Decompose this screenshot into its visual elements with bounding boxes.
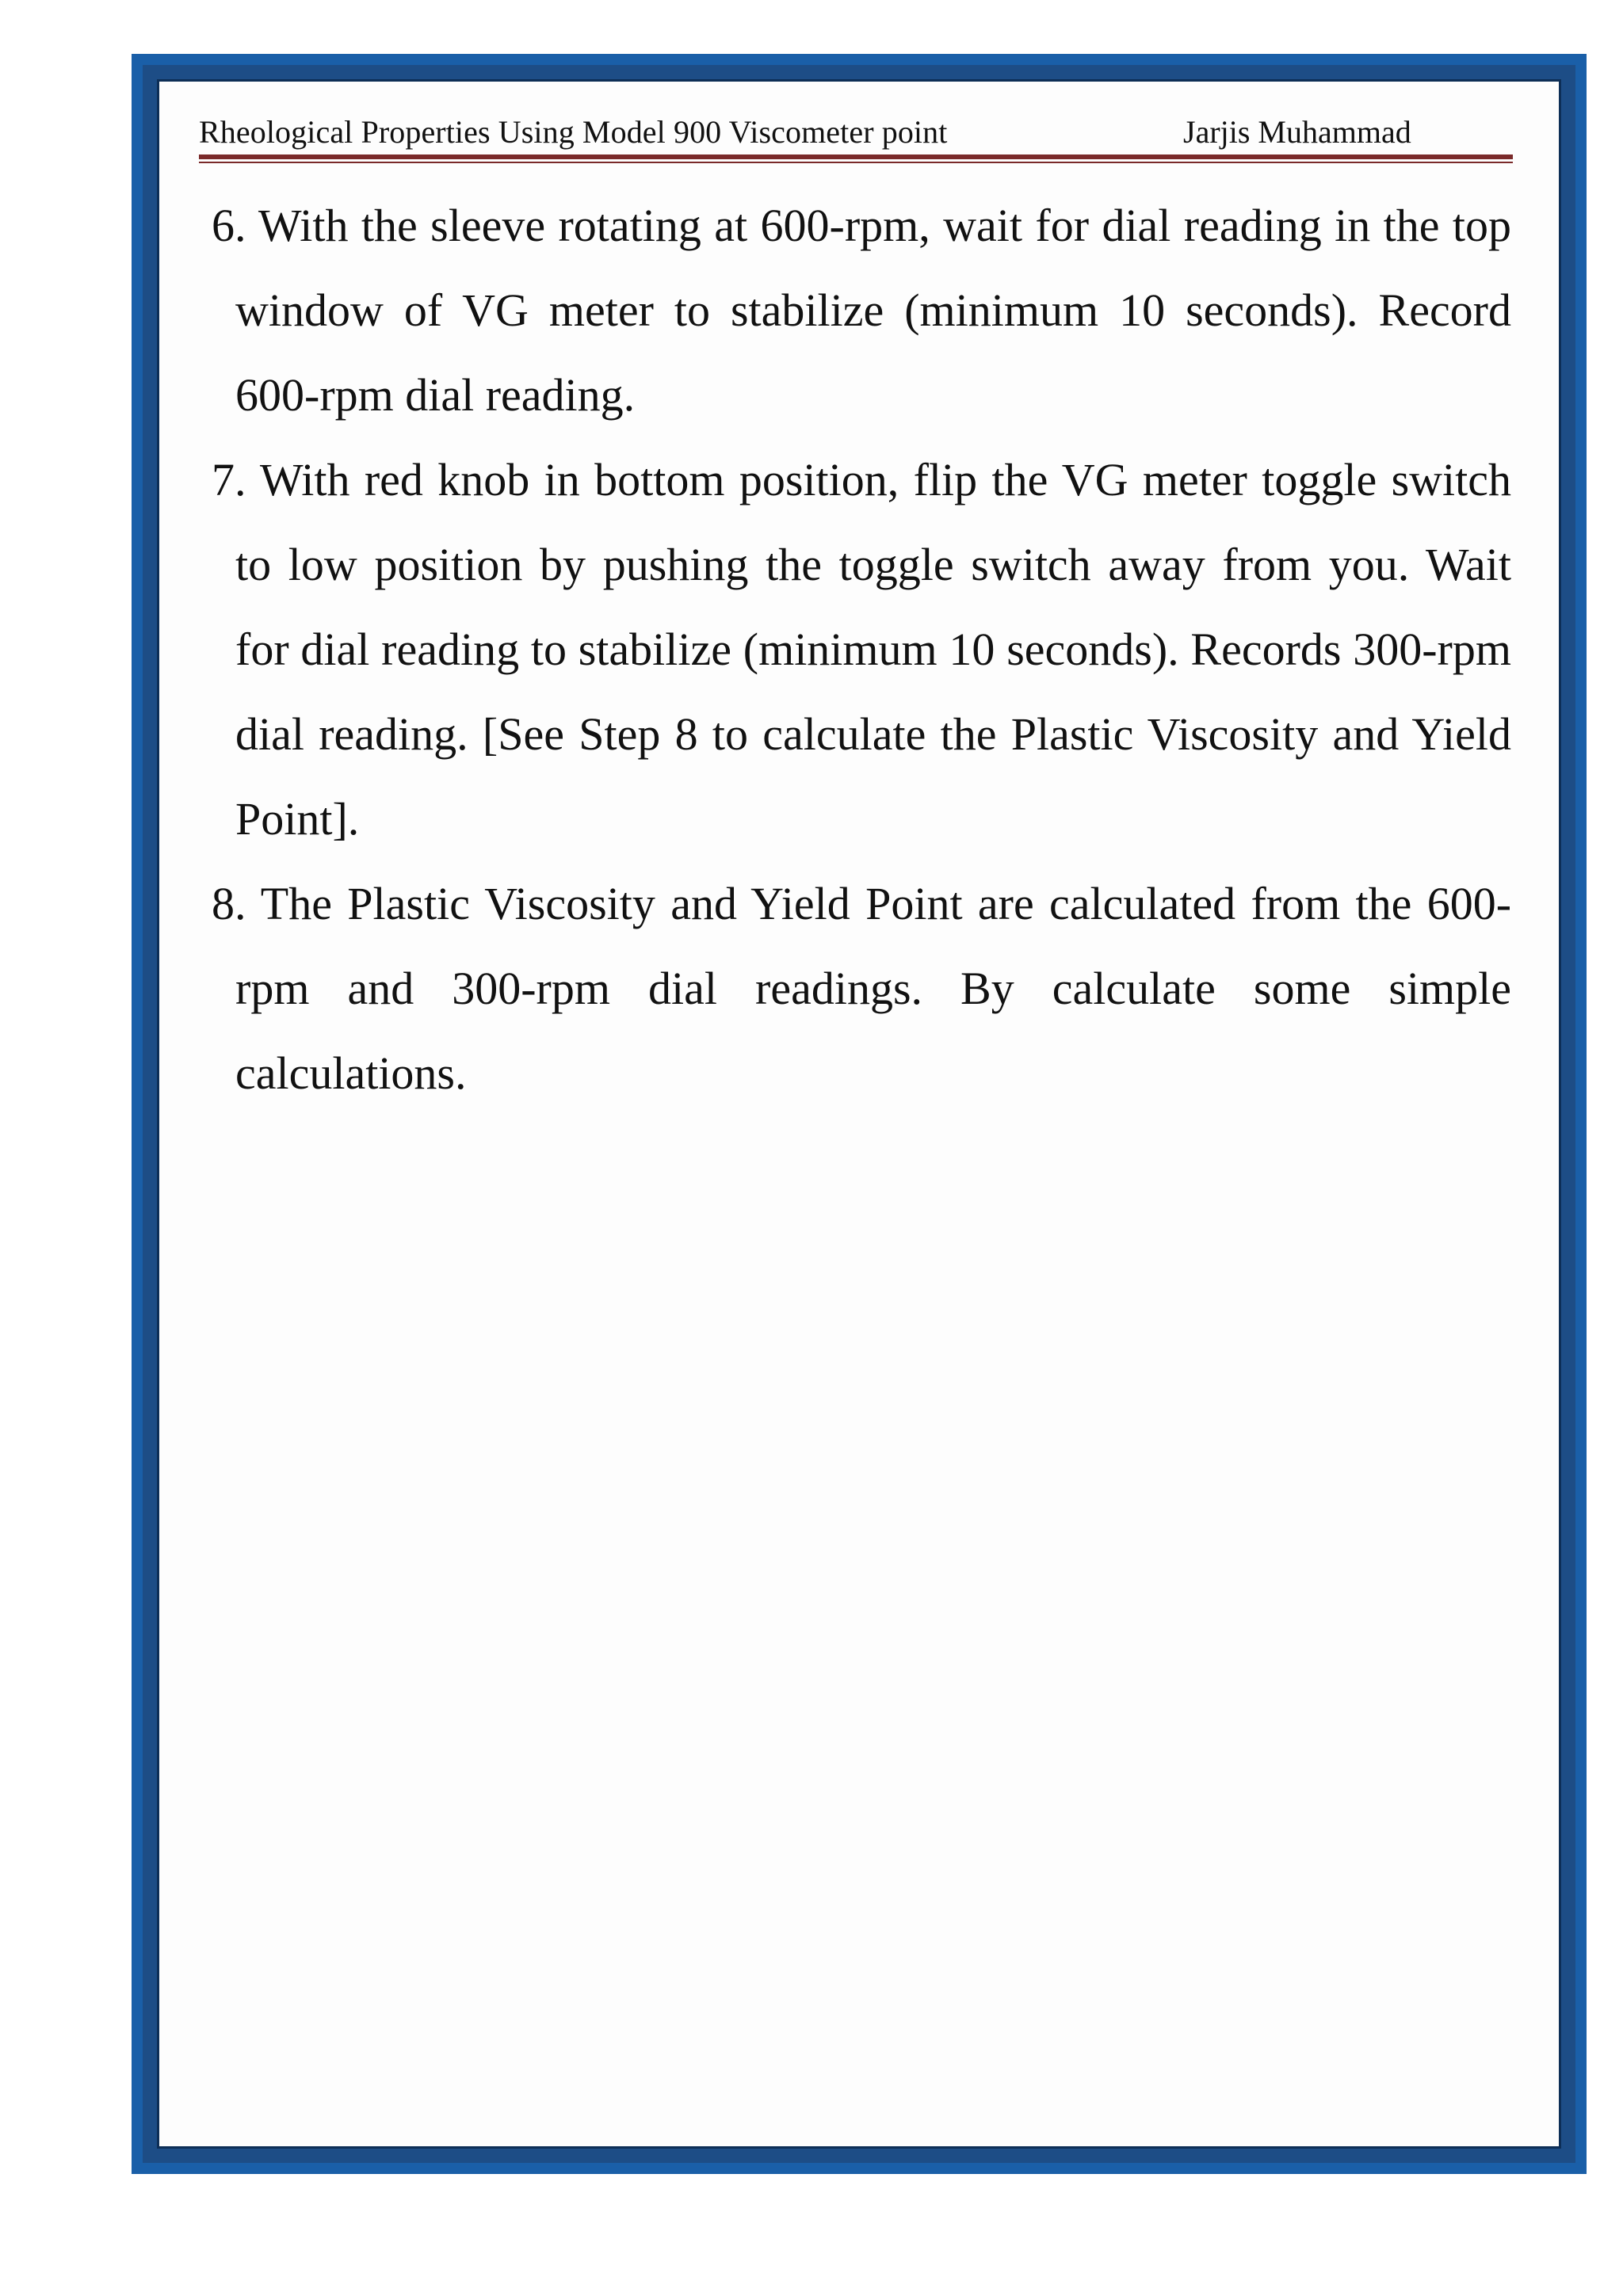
step-text: The Plastic Viscosity and Yield Point are calculated from the 600-rpm and 300-rpm dial readings. By calculate some simple calculations.: [235, 878, 1512, 1099]
step-text: With the sleeve rotating at 600-rpm, wait for dial reading in the top window of VG meter to stabilize (minimum 10 seconds). Record 600-rpm dial reading.: [235, 200, 1512, 421]
page-body: [157, 79, 1561, 2149]
step-number: 8.: [212, 878, 246, 929]
step-7: [212, 437, 1511, 861]
page-header: [199, 105, 1513, 153]
step-6: [212, 183, 1511, 437]
header-title: Rheological Properties Using Model 900 Viscometer point: [199, 114, 948, 150]
procedure-steps: [212, 183, 1511, 1116]
page-border: [132, 54, 1587, 2174]
step-number: 6.: [212, 200, 246, 251]
header-divider: [199, 154, 1513, 164]
step-8: [212, 861, 1511, 1116]
step-text: With red knob in bottom position, flip the VG meter toggle switch to low position by pushing the toggle switch away from you. Wait for dial reading to stabilize (minimum 10 seconds). Records 300-rpm dial reading. [See Step 8 to calculate the Plastic Viscosity and Yield Point].: [235, 454, 1511, 845]
header-author: Jarjis Muhammad: [1183, 114, 1411, 150]
step-number: 7.: [212, 454, 246, 505]
